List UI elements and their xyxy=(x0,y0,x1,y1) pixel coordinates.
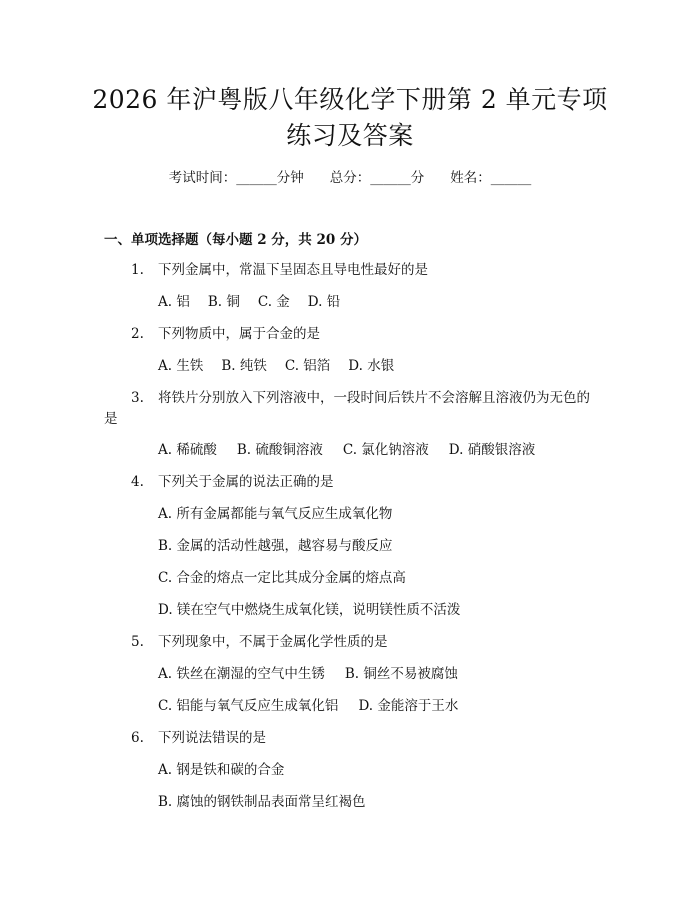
question-number: 3. xyxy=(131,390,144,406)
score-label: 总分： xyxy=(329,170,371,186)
option-d: D. 金能溶于王水 xyxy=(358,698,459,714)
option-a: A. 生铁 xyxy=(158,358,204,374)
option-a: A. 所有金属都能与氧气反应生成氧化物 xyxy=(158,506,393,522)
option-a: A. 钢是铁和碳的合金 xyxy=(158,762,285,778)
question-text: 下列现象中，不属于金属化学性质的是 xyxy=(158,634,388,650)
option-c: C. 氯化钠溶液 xyxy=(342,442,429,458)
question-options-row-2 xyxy=(158,697,458,715)
time-blank: ______ xyxy=(236,170,277,186)
option-b: B. 纯铁 xyxy=(221,358,267,374)
question-options xyxy=(158,357,394,375)
question-text: 下列关于金属的说法正确的是 xyxy=(158,474,334,490)
question-text: 下列物质中，属于合金的是 xyxy=(158,326,320,342)
question-text: 将铁片分别放入下列溶液中，一段时间后铁片不会溶解且溶液仍为无色的 xyxy=(158,390,590,406)
option-a: A. 铁丝在潮湿的空气中生锈 xyxy=(158,666,325,682)
option-d: D. 镁在空气中燃烧生成氧化镁，说明镁性质不活泼 xyxy=(158,602,461,618)
time-label: 考试时间： xyxy=(168,170,237,186)
option-b: B. 铜 xyxy=(207,294,240,310)
question-options-row-1 xyxy=(158,665,458,683)
option-c: C. 合金的熔点一定比其成分金属的熔点高 xyxy=(158,570,406,586)
page-title-line-1: 2026 年沪粤版八年级化学下册第 2 单元专项 xyxy=(92,85,608,114)
question-options xyxy=(158,293,340,311)
option-a: A. 铝 xyxy=(158,294,190,310)
question-number: 6. xyxy=(131,730,144,746)
option-c: C. 铝箔 xyxy=(284,358,331,374)
page-title-line-2: 练习及答案 xyxy=(286,121,414,150)
option-c: C. 金 xyxy=(257,294,290,310)
option-a: A. 稀硫酸 xyxy=(158,442,217,458)
question-options xyxy=(158,441,535,459)
name-blank: ______ xyxy=(490,170,532,186)
question-text: 下列说法错误的是 xyxy=(158,730,266,746)
score-blank: ______ xyxy=(370,170,411,186)
option-c: C. 铝能与氧气反应生成氧化铝 xyxy=(158,698,339,714)
question-text-continued: 是 xyxy=(104,411,118,427)
question-number: 2. xyxy=(131,326,144,342)
question-number: 1. xyxy=(131,262,144,278)
time-unit: 分钟 xyxy=(276,170,304,186)
score-unit: 分 xyxy=(410,170,425,186)
question-text: 下列金属中，常温下呈固态且导电性最好的是 xyxy=(158,262,428,278)
name-label: 姓名： xyxy=(450,170,491,186)
option-b: B. 腐蚀的钢铁制品表面常呈红褐色 xyxy=(158,794,366,810)
option-b: B. 硫酸铜溶液 xyxy=(236,442,323,458)
option-b: B. 铜丝不易被腐蚀 xyxy=(344,666,458,682)
option-b: B. 金属的活动性越强，越容易与酸反应 xyxy=(158,538,393,554)
question-number: 5. xyxy=(131,634,144,650)
question-number: 4. xyxy=(131,474,144,490)
option-d: D. 水银 xyxy=(348,358,395,374)
exam-info-line xyxy=(0,169,700,187)
option-d: D. 铅 xyxy=(307,294,341,310)
option-d: D. 硝酸银溶液 xyxy=(448,442,536,458)
section-heading-single-choice: 一、单项选择题（每小题 2 分，共 20 分） xyxy=(104,232,367,248)
